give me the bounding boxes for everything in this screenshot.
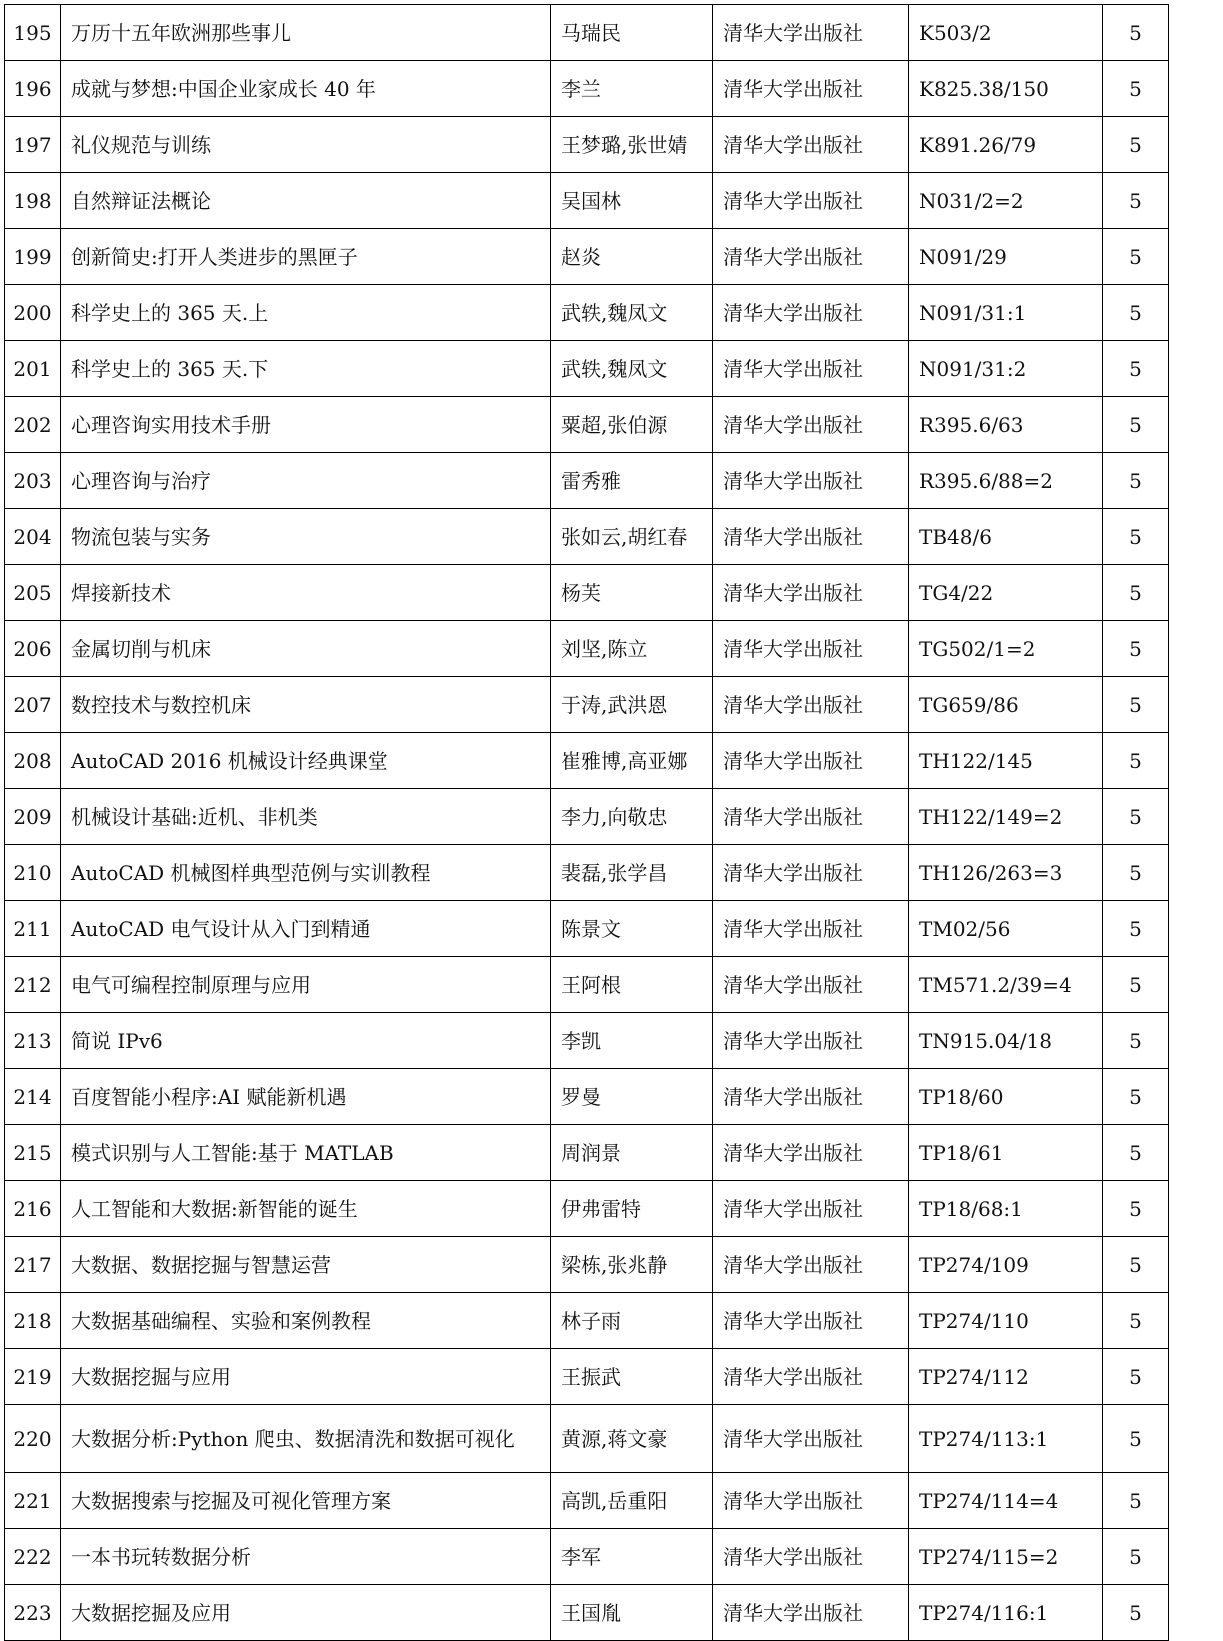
table-row [5, 621, 1169, 677]
author-cell: 杨芙 [551, 565, 713, 621]
call-number-cell: TP274/112 [909, 1349, 1103, 1405]
table-row [5, 677, 1169, 733]
quantity-cell: 5 [1103, 1585, 1169, 1641]
publisher-cell: 清华大学出版社 [713, 453, 909, 509]
table-row [5, 173, 1169, 229]
book-title-cell: 一本书玩转数据分析 [61, 1529, 551, 1585]
row-number-cell: 213 [5, 1013, 61, 1069]
call-number-cell: N091/29 [909, 229, 1103, 285]
author-cell: 于涛,武洪恩 [551, 677, 713, 733]
row-number-cell: 221 [5, 1473, 61, 1529]
table-row [5, 1125, 1169, 1181]
table-body [5, 5, 1169, 1641]
book-title-cell: 焊接新技术 [61, 565, 551, 621]
row-number-cell: 219 [5, 1349, 61, 1405]
call-number-cell: TM02/56 [909, 901, 1103, 957]
author-cell: 粟超,张伯源 [551, 397, 713, 453]
book-title-cell: 大数据、数据挖掘与智慧运营 [61, 1237, 551, 1293]
table-row [5, 117, 1169, 173]
publisher-cell: 清华大学出版社 [713, 1293, 909, 1349]
row-number-cell: 209 [5, 789, 61, 845]
table-row [5, 1293, 1169, 1349]
table-row [5, 733, 1169, 789]
book-title-cell: 心理咨询与治疗 [61, 453, 551, 509]
call-number-cell: TH122/145 [909, 733, 1103, 789]
book-title-cell: AutoCAD 2016 机械设计经典课堂 [61, 733, 551, 789]
author-cell: 王国胤 [551, 1585, 713, 1641]
publisher-cell: 清华大学出版社 [713, 789, 909, 845]
book-title-cell: 礼仪规范与训练 [61, 117, 551, 173]
table-row [5, 1237, 1169, 1293]
table-row [5, 1349, 1169, 1405]
row-number-cell: 204 [5, 509, 61, 565]
author-cell: 裴磊,张学昌 [551, 845, 713, 901]
call-number-cell: TB48/6 [909, 509, 1103, 565]
author-cell: 张如云,胡红春 [551, 509, 713, 565]
row-number-cell: 212 [5, 957, 61, 1013]
table-row [5, 285, 1169, 341]
call-number-cell: N031/2=2 [909, 173, 1103, 229]
table-row [5, 789, 1169, 845]
author-cell: 李兰 [551, 61, 713, 117]
quantity-cell: 5 [1103, 845, 1169, 901]
author-cell: 王振武 [551, 1349, 713, 1405]
book-title-cell: 大数据挖掘及应用 [61, 1585, 551, 1641]
author-cell: 武轶,魏凤文 [551, 285, 713, 341]
author-cell: 吴国林 [551, 173, 713, 229]
book-title-cell: 金属切削与机床 [61, 621, 551, 677]
book-title-cell: 科学史上的 365 天.下 [61, 341, 551, 397]
quantity-cell: 5 [1103, 1013, 1169, 1069]
author-cell: 赵炎 [551, 229, 713, 285]
quantity-cell: 5 [1103, 285, 1169, 341]
table-row [5, 229, 1169, 285]
call-number-cell: TG4/22 [909, 565, 1103, 621]
publisher-cell: 清华大学出版社 [713, 901, 909, 957]
publisher-cell: 清华大学出版社 [713, 117, 909, 173]
table-row [5, 1529, 1169, 1585]
call-number-cell: TP274/116:1 [909, 1585, 1103, 1641]
quantity-cell: 5 [1103, 229, 1169, 285]
quantity-cell: 5 [1103, 621, 1169, 677]
author-cell: 罗曼 [551, 1069, 713, 1125]
quantity-cell: 5 [1103, 1349, 1169, 1405]
quantity-cell: 5 [1103, 1405, 1169, 1473]
book-title-cell: 数控技术与数控机床 [61, 677, 551, 733]
publisher-cell: 清华大学出版社 [713, 957, 909, 1013]
table-row [5, 1013, 1169, 1069]
quantity-cell: 5 [1103, 1181, 1169, 1237]
table-row [5, 1405, 1169, 1473]
publisher-cell: 清华大学出版社 [713, 229, 909, 285]
book-title-cell: AutoCAD 机械图样典型范例与实训教程 [61, 845, 551, 901]
book-title-cell: 简说 IPv6 [61, 1013, 551, 1069]
row-number-cell: 197 [5, 117, 61, 173]
table-row [5, 565, 1169, 621]
publisher-cell: 清华大学出版社 [713, 397, 909, 453]
call-number-cell: R395.6/88=2 [909, 453, 1103, 509]
call-number-cell: TN915.04/18 [909, 1013, 1103, 1069]
publisher-cell: 清华大学出版社 [713, 1069, 909, 1125]
call-number-cell: TP18/61 [909, 1125, 1103, 1181]
book-title-cell: 科学史上的 365 天.上 [61, 285, 551, 341]
publisher-cell: 清华大学出版社 [713, 1585, 909, 1641]
author-cell: 伊弗雷特 [551, 1181, 713, 1237]
quantity-cell: 5 [1103, 1069, 1169, 1125]
row-number-cell: 222 [5, 1529, 61, 1585]
author-cell: 李军 [551, 1529, 713, 1585]
quantity-cell: 5 [1103, 397, 1169, 453]
row-number-cell: 205 [5, 565, 61, 621]
author-cell: 王梦璐,张世婧 [551, 117, 713, 173]
table-row [5, 453, 1169, 509]
book-title-cell: 大数据基础编程、实验和案例教程 [61, 1293, 551, 1349]
quantity-cell: 5 [1103, 61, 1169, 117]
book-title-cell: 电气可编程控制原理与应用 [61, 957, 551, 1013]
call-number-cell: TP274/110 [909, 1293, 1103, 1349]
call-number-cell: K891.26/79 [909, 117, 1103, 173]
quantity-cell: 5 [1103, 117, 1169, 173]
author-cell: 雷秀雅 [551, 453, 713, 509]
publisher-cell: 清华大学出版社 [713, 5, 909, 61]
row-number-cell: 203 [5, 453, 61, 509]
quantity-cell: 5 [1103, 733, 1169, 789]
quantity-cell: 5 [1103, 677, 1169, 733]
row-number-cell: 223 [5, 1585, 61, 1641]
publisher-cell: 清华大学出版社 [713, 621, 909, 677]
row-number-cell: 214 [5, 1069, 61, 1125]
publisher-cell: 清华大学出版社 [713, 733, 909, 789]
publisher-cell: 清华大学出版社 [713, 677, 909, 733]
call-number-cell: TM571.2/39=4 [909, 957, 1103, 1013]
publisher-cell: 清华大学出版社 [713, 509, 909, 565]
author-cell: 李凯 [551, 1013, 713, 1069]
publisher-cell: 清华大学出版社 [713, 565, 909, 621]
book-title-cell: 机械设计基础:近机、非机类 [61, 789, 551, 845]
publisher-cell: 清华大学出版社 [713, 1473, 909, 1529]
author-cell: 周润景 [551, 1125, 713, 1181]
call-number-cell: N091/31:2 [909, 341, 1103, 397]
book-title-cell: 成就与梦想:中国企业家成长 40 年 [61, 61, 551, 117]
author-cell: 刘坚,陈立 [551, 621, 713, 677]
book-title-cell: 心理咨询实用技术手册 [61, 397, 551, 453]
author-cell: 林子雨 [551, 1293, 713, 1349]
call-number-cell: TP274/115=2 [909, 1529, 1103, 1585]
call-number-cell: TH126/263=3 [909, 845, 1103, 901]
publisher-cell: 清华大学出版社 [713, 1125, 909, 1181]
publisher-cell: 清华大学出版社 [713, 285, 909, 341]
book-title-cell: 模式识别与人工智能:基于 MATLAB [61, 1125, 551, 1181]
table-row [5, 5, 1169, 61]
author-cell: 王阿根 [551, 957, 713, 1013]
publisher-cell: 清华大学出版社 [713, 341, 909, 397]
quantity-cell: 5 [1103, 565, 1169, 621]
book-title-cell: 万历十五年欧洲那些事儿 [61, 5, 551, 61]
call-number-cell: TG502/1=2 [909, 621, 1103, 677]
book-list-table [4, 4, 1169, 1641]
row-number-cell: 218 [5, 1293, 61, 1349]
book-title-cell: 自然辩证法概论 [61, 173, 551, 229]
row-number-cell: 206 [5, 621, 61, 677]
author-cell: 陈景文 [551, 901, 713, 957]
publisher-cell: 清华大学出版社 [713, 1349, 909, 1405]
table-row [5, 845, 1169, 901]
row-number-cell: 210 [5, 845, 61, 901]
row-number-cell: 211 [5, 901, 61, 957]
row-number-cell: 195 [5, 5, 61, 61]
table-row [5, 341, 1169, 397]
row-number-cell: 207 [5, 677, 61, 733]
publisher-cell: 清华大学出版社 [713, 1405, 909, 1473]
author-cell: 武轶,魏凤文 [551, 341, 713, 397]
quantity-cell: 5 [1103, 789, 1169, 845]
quantity-cell: 5 [1103, 341, 1169, 397]
publisher-cell: 清华大学出版社 [713, 1237, 909, 1293]
book-title-cell: 创新简史:打开人类进步的黑匣子 [61, 229, 551, 285]
quantity-cell: 5 [1103, 509, 1169, 565]
row-number-cell: 199 [5, 229, 61, 285]
row-number-cell: 215 [5, 1125, 61, 1181]
author-cell: 李力,向敬忠 [551, 789, 713, 845]
book-title-cell: 人工智能和大数据:新智能的诞生 [61, 1181, 551, 1237]
author-cell: 崔雅博,高亚娜 [551, 733, 713, 789]
table-row [5, 957, 1169, 1013]
quantity-cell: 5 [1103, 957, 1169, 1013]
table-row [5, 397, 1169, 453]
table-row [5, 61, 1169, 117]
quantity-cell: 5 [1103, 1293, 1169, 1349]
quantity-cell: 5 [1103, 901, 1169, 957]
publisher-cell: 清华大学出版社 [713, 61, 909, 117]
row-number-cell: 198 [5, 173, 61, 229]
author-cell: 梁栋,张兆静 [551, 1237, 713, 1293]
publisher-cell: 清华大学出版社 [713, 845, 909, 901]
row-number-cell: 201 [5, 341, 61, 397]
author-cell: 马瑞民 [551, 5, 713, 61]
book-title-cell: AutoCAD 电气设计从入门到精通 [61, 901, 551, 957]
call-number-cell: TG659/86 [909, 677, 1103, 733]
book-title-cell: 物流包装与实务 [61, 509, 551, 565]
publisher-cell: 清华大学出版社 [713, 1529, 909, 1585]
book-title-cell: 百度智能小程序:AI 赋能新机遇 [61, 1069, 551, 1125]
table-row [5, 1181, 1169, 1237]
publisher-cell: 清华大学出版社 [713, 1013, 909, 1069]
call-number-cell: TP18/68:1 [909, 1181, 1103, 1237]
call-number-cell: TP274/109 [909, 1237, 1103, 1293]
table-row [5, 901, 1169, 957]
quantity-cell: 5 [1103, 173, 1169, 229]
quantity-cell: 5 [1103, 453, 1169, 509]
call-number-cell: TP18/60 [909, 1069, 1103, 1125]
table-row [5, 1069, 1169, 1125]
call-number-cell: TH122/149=2 [909, 789, 1103, 845]
row-number-cell: 208 [5, 733, 61, 789]
quantity-cell: 5 [1103, 1237, 1169, 1293]
call-number-cell: K503/2 [909, 5, 1103, 61]
quantity-cell: 5 [1103, 1125, 1169, 1181]
table-row [5, 509, 1169, 565]
book-title-cell: 大数据分析:Python 爬虫、数据清洗和数据可视化 [61, 1405, 551, 1473]
table-row [5, 1473, 1169, 1529]
row-number-cell: 217 [5, 1237, 61, 1293]
book-title-cell: 大数据搜索与挖掘及可视化管理方案 [61, 1473, 551, 1529]
call-number-cell: N091/31:1 [909, 285, 1103, 341]
quantity-cell: 5 [1103, 1529, 1169, 1585]
row-number-cell: 200 [5, 285, 61, 341]
row-number-cell: 196 [5, 61, 61, 117]
call-number-cell: TP274/113:1 [909, 1405, 1103, 1473]
call-number-cell: R395.6/63 [909, 397, 1103, 453]
publisher-cell: 清华大学出版社 [713, 173, 909, 229]
publisher-cell: 清华大学出版社 [713, 1181, 909, 1237]
call-number-cell: K825.38/150 [909, 61, 1103, 117]
table-row [5, 1585, 1169, 1641]
book-title-cell: 大数据挖掘与应用 [61, 1349, 551, 1405]
author-cell: 黄源,蒋文豪 [551, 1405, 713, 1473]
row-number-cell: 216 [5, 1181, 61, 1237]
row-number-cell: 220 [5, 1405, 61, 1473]
author-cell: 高凯,岳重阳 [551, 1473, 713, 1529]
row-number-cell: 202 [5, 397, 61, 453]
call-number-cell: TP274/114=4 [909, 1473, 1103, 1529]
quantity-cell: 5 [1103, 5, 1169, 61]
quantity-cell: 5 [1103, 1473, 1169, 1529]
